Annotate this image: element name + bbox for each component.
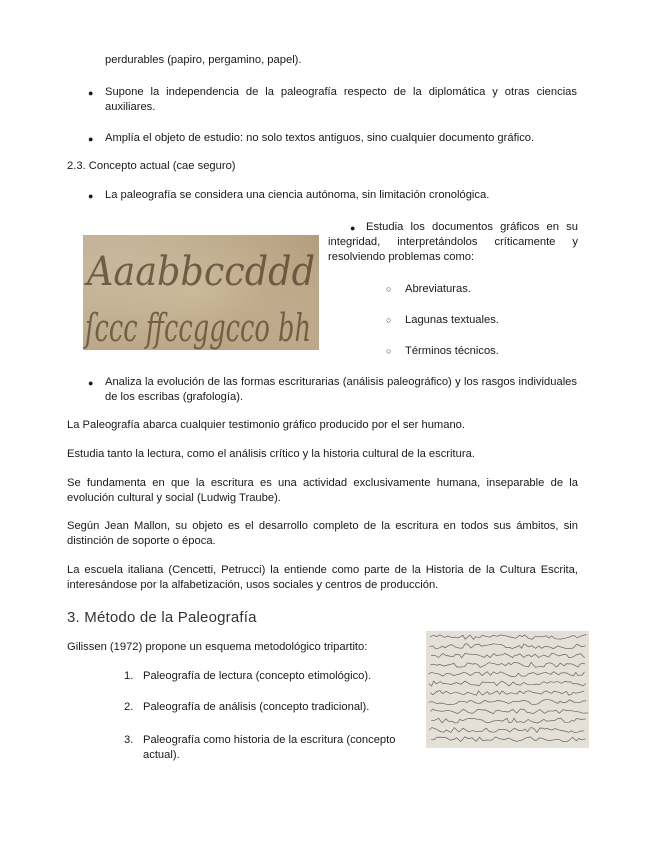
sub-item: Términos técnicos. — [405, 345, 499, 357]
manuscript-line — [429, 672, 585, 677]
handwriting-image — [83, 235, 319, 350]
bullet-dot: ● — [88, 191, 94, 201]
paragraph: La escuela italiana (Cencetti, Petrucci) la entiende como parte de la Historia de la Cultura Escrita, interesándose por la alfabetización, usos sociales y centros de producción. — [67, 564, 578, 591]
bullet-text: Amplía el objeto de estudio: no solo textos antiguos, sino cualquier documento gráfico. — [105, 132, 535, 144]
svg-text:Aaabbccddd: Aaabbccddd — [83, 249, 316, 295]
bullet-text: La paleografía se considera una ciencia autónoma, sin limitación cronológica. — [105, 189, 490, 201]
list-item: Paleografía de lectura (concepto etimológico). — [143, 670, 372, 682]
manuscript-line — [430, 635, 586, 640]
sub-item: Lagunas textuales. — [405, 314, 499, 326]
paragraph: Gilissen (1972) propone un esquema metodológico tripartito: — [67, 641, 368, 653]
paragraph: La Paleografía abarca cualquier testimonio gráfico producido por el ser humano. — [67, 419, 466, 431]
manuscript-line — [429, 700, 587, 705]
handwriting-svg — [83, 235, 319, 350]
bullet-text: Analiza la evolución de las formas escriturarias (análisis paleográfico) y los rasgos individuales de los escribas (grafología). — [105, 376, 577, 403]
list-item: Paleografía como historia de la escritura (concepto actual). — [143, 734, 396, 761]
manuscript-line — [429, 728, 584, 733]
circle-bullet: ○ — [386, 346, 392, 356]
section-heading: 2.3. Concepto actual (cae seguro) — [67, 160, 236, 172]
manuscript-line — [431, 653, 585, 658]
paragraph: Según Jean Mallon, su objeto es el desarrollo completo de la escritura en todos sus ámbitos, sin distinción de soporte o época. — [67, 520, 578, 547]
sub-item: Abreviaturas. — [405, 283, 471, 295]
list-number: 2. — [124, 701, 134, 713]
list-number: 3. — [124, 734, 134, 746]
circle-bullet: ○ — [386, 284, 392, 294]
bullet-dot: ● — [88, 134, 94, 144]
list-item: Paleografía de análisis (concepto tradicional). — [143, 701, 370, 713]
manuscript-line — [429, 644, 585, 649]
svg-text:ſccc ffccggcco bh: ſccc ffccggcco bh — [83, 306, 311, 350]
continued-text: perdurables (papiro, pergamino, papel). — [105, 54, 302, 66]
bullet-text: Supone la independencia de la paleografía respecto de la diplomática y otras ciencias auxiliares. — [105, 86, 577, 113]
manuscript-line — [431, 691, 585, 696]
manuscript-line — [431, 718, 586, 723]
section-heading: 3. Método de la Paleografía — [67, 609, 257, 626]
bullet-dot: ● — [350, 223, 356, 233]
manuscript-line — [430, 662, 585, 667]
manuscript-line — [431, 709, 588, 714]
bullet-dot: ● — [88, 378, 94, 388]
manuscript-svg — [426, 631, 589, 748]
manuscript-image — [426, 631, 589, 748]
paragraph: Estudia tanto la lectura, como el análisis crítico y la historia cultural de la escritura. — [67, 448, 475, 460]
bullet-text: Estudia los documentos gráficos en su integridad, interpretándolos críticamente y resolviendo problemas como: — [328, 221, 578, 263]
bullet-dot: ● — [88, 88, 94, 98]
paragraph: Se fundamenta en que la escritura es una actividad exclusivamente humana, inseparable de la evolución cultural y social (Ludwig Traube). — [67, 477, 578, 504]
manuscript-line — [431, 737, 585, 742]
list-number: 1. — [124, 670, 134, 682]
circle-bullet: ○ — [386, 315, 392, 325]
manuscript-line — [429, 681, 586, 686]
